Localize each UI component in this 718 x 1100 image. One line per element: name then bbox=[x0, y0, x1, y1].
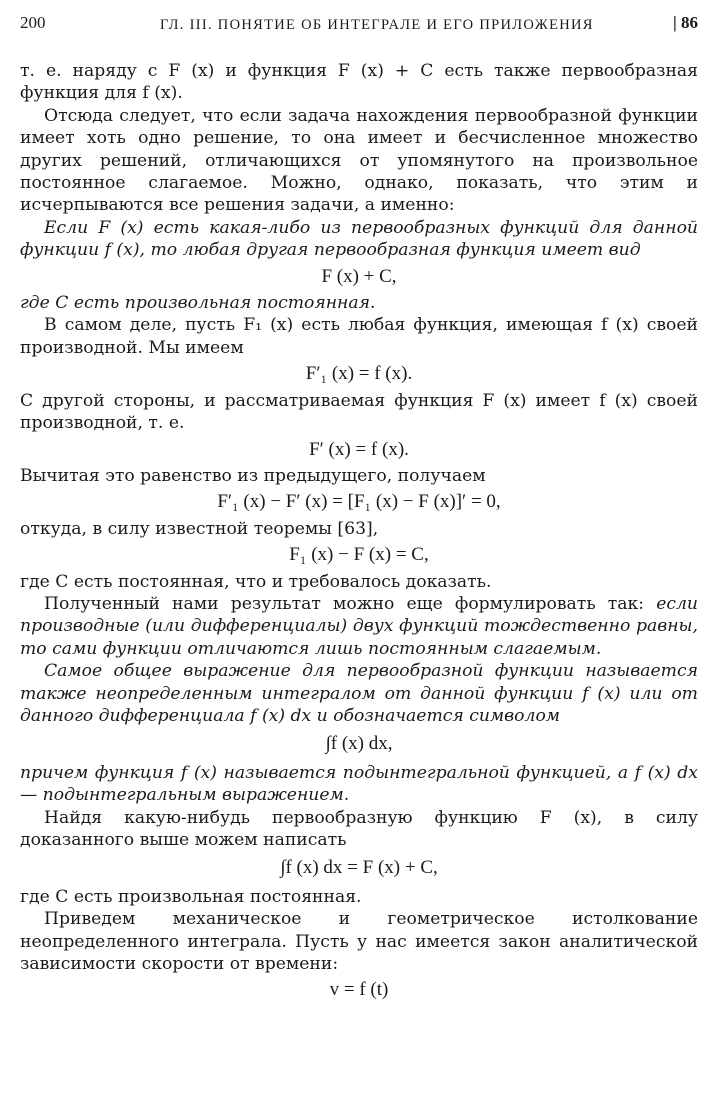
formula: v = f (t) bbox=[329, 979, 389, 1001]
formula: F′₁ (x) = f (x). bbox=[305, 363, 413, 385]
page-number: 200 bbox=[20, 13, 46, 32]
paragraph: Найдя какую-нибудь первообразную функцию F (x), в силу доказанного выше можем написать bbox=[20, 807, 698, 850]
paragraph: т. е. наряду с F (x) и функция F (x) + C есть также первообразная функция для f (x). bbox=[20, 61, 698, 104]
theorem-statement-end: где C есть произвольная постоянная. bbox=[20, 293, 376, 314]
formula: F′ (x) = f (x). bbox=[309, 438, 409, 460]
paragraph: где C есть постоянная, что и требовалось доказать. bbox=[20, 571, 492, 592]
formula: ∫f (x) dx, bbox=[325, 733, 393, 755]
paragraph: Приведем механическое и геометрическое истолкование неопределенного интеграла. Пусть у нас имеется закон аналитической зависимости скорости от времени: bbox=[20, 909, 698, 975]
paragraph: Отсюда следует, что если задача нахождения первообразной функции имеет хоть одно решение, то она имеет и бесчисленное множество других решений, отличающихся от упомянутого на произвольное постоянное слагаемое. Можно, однако, показать, что этим и исчерпываются все решения задачи, а именно: bbox=[20, 105, 698, 216]
running-header bbox=[20, 12, 698, 38]
paragraph: где C есть произвольная постоянная. bbox=[20, 886, 362, 907]
paragraph-lead: Полученный нами результат можно еще формулировать так: bbox=[44, 593, 657, 614]
paragraph: В самом деле, пусть F₁ (x) есть любая функция, имеющая f (x) своей производной. Мы имеем bbox=[20, 315, 698, 358]
formula: ∫f (x) dx = F (x) + C, bbox=[280, 857, 438, 879]
definition: Самое общее выражение для первообразной функции называется также неопределенным интегралом от данной функции f (x) или от данного дифференциала f (x) dx и обозначается символом bbox=[20, 661, 698, 726]
formula: F (x) + C, bbox=[321, 265, 397, 287]
section-number: | 86 bbox=[673, 13, 698, 32]
paragraph-italic: если производные (или дифференциалы) двух функций тождественно равны, то сами функции отличаются лишь постоянным слагаемым. bbox=[20, 593, 698, 659]
chapter-title: ГЛ. III. ПОНЯТИЕ ОБ ИНТЕГРАЛЕ И ЕГО ПРИЛОЖЕНИЯ bbox=[160, 17, 594, 33]
formula: F′₁ (x) − F′ (x) = [F₁ (x) − F (x)]′ = 0, bbox=[217, 491, 501, 513]
paragraph bbox=[20, 593, 698, 660]
formula: F₁ (x) − F (x) = C, bbox=[289, 544, 429, 566]
theorem-statement: Если F (x) есть какая-либо из первообразных функций для данной функции f (x), то любая другая первообразная функция имеет вид bbox=[20, 217, 698, 261]
paragraph: С другой стороны, и рассматриваемая функция F (x) имеет f (x) своей производной, т. е. bbox=[20, 390, 698, 434]
paragraph: Вычитая это равенство из предыдущего, получаем bbox=[20, 465, 486, 486]
paragraph: откуда, в силу известной теоремы [63], bbox=[20, 518, 379, 539]
definition-end: причем функция f (x) называется подынтегральной функцией, а f (x) dx — подынтегральным выражением. bbox=[20, 762, 698, 806]
